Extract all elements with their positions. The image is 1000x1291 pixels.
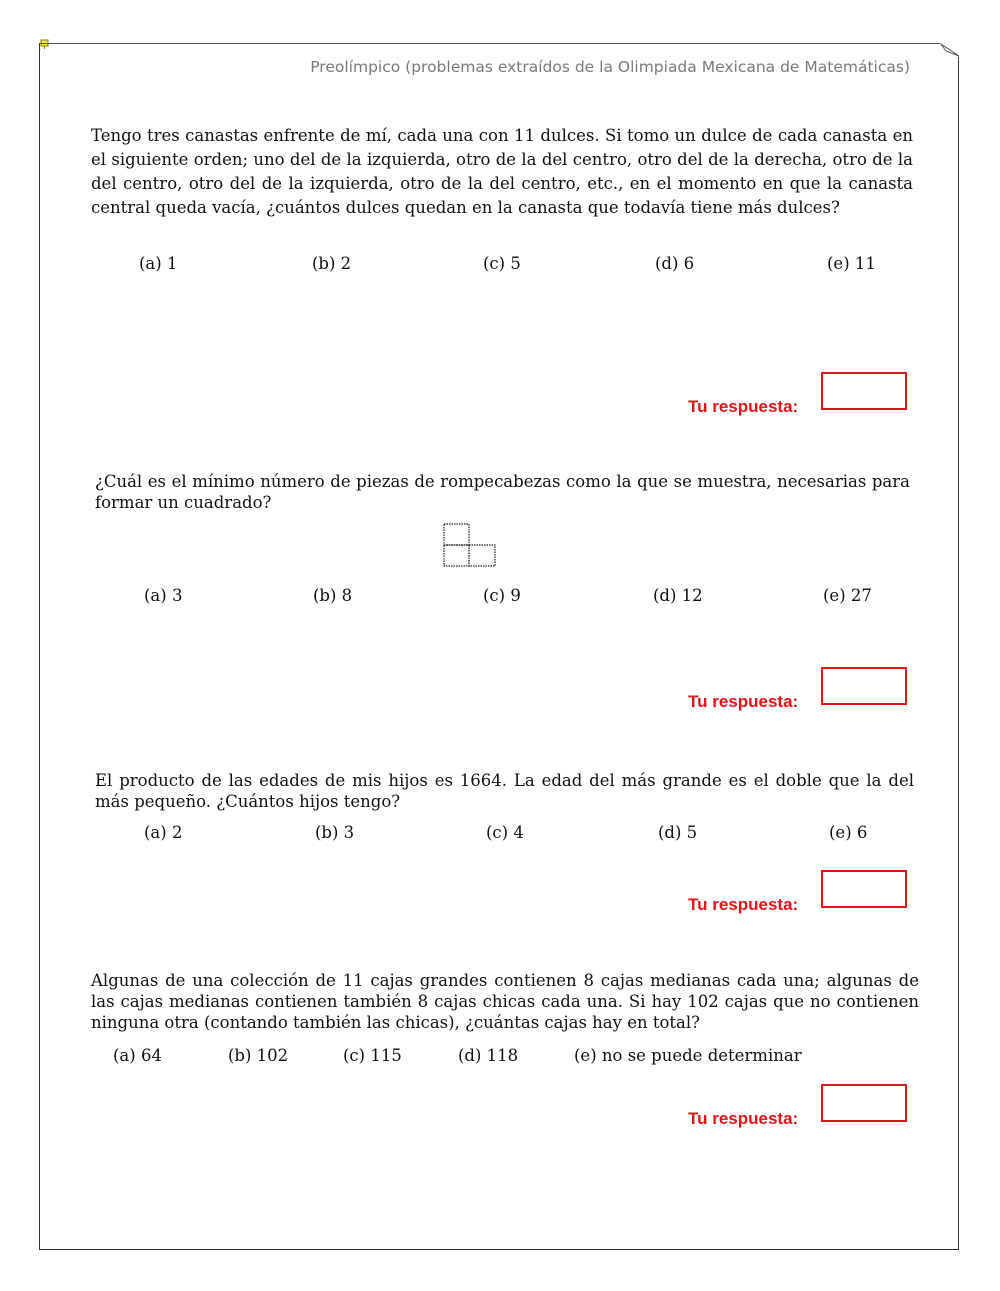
page-header: Preolímpico (problemas extraídos de la Olimpiada Mexicana de Matemáticas): [310, 58, 910, 76]
question-4-option-a[interactable]: (a) 64: [113, 1046, 162, 1065]
question-4-options: [0, 1046, 1000, 1068]
question-2-option-e[interactable]: (e) 27: [823, 586, 872, 605]
question-3-answer-label: Tu respuesta:: [688, 895, 799, 914]
question-3-text: El producto de las edades de mis hijos es 1664. La edad del más grande es el doble que la del más pequeño. ¿Cuántos hijos tengo?: [95, 771, 914, 811]
page-fold-corner: [941, 43, 959, 57]
question-3-option-b[interactable]: (b) 3: [315, 823, 355, 842]
question-1-option-a[interactable]: (a) 1: [139, 254, 178, 273]
question-3-option-a[interactable]: (a) 2: [144, 823, 183, 842]
question-4-option-d[interactable]: (d) 118: [458, 1046, 519, 1065]
question-3-option-e[interactable]: (e) 6: [829, 823, 868, 842]
question-3-options: [0, 823, 1000, 845]
question-1-option-d[interactable]: (d) 6: [655, 254, 695, 273]
question-2-answer-box[interactable]: [821, 667, 907, 705]
question-3-option-c[interactable]: (c) 4: [486, 823, 524, 842]
question-3-answer-box[interactable]: [821, 870, 907, 908]
question-4-answer-box[interactable]: [821, 1084, 907, 1122]
question-2-option-b[interactable]: (b) 8: [313, 586, 353, 605]
question-2-answer-label: Tu respuesta:: [688, 692, 799, 711]
question-4-answer-label: Tu respuesta:: [688, 1109, 799, 1128]
question-2-text: ¿Cuál es el mínimo número de piezas de rompecabezas como la que se muestra, necesarias para formar un cuadrado?: [95, 472, 910, 512]
question-1-text: Tengo tres canastas enfrente de mí, cada una con 11 dulces. Si tomo un dulce de cada canasta en el siguiente orden; uno del de la izquierda, otro de la del centro, otro del de la derecha, otro de la del centro, otro del de la izquierda, otro de la del centro, etc., en el momento en que la canasta central queda vacía, ¿cuántos dulces quedan en la canasta que todavía tiene más dulces?: [91, 126, 913, 217]
question-3-option-d[interactable]: (d) 5: [658, 823, 698, 842]
worksheet-page: [39, 43, 959, 1250]
question-1-option-e[interactable]: (e) 11: [827, 254, 876, 273]
question-1-options: [0, 254, 1000, 276]
puzzle-piece-figure: [443, 523, 497, 568]
question-4-option-b[interactable]: (b) 102: [228, 1046, 289, 1065]
question-1-option-c[interactable]: (c) 5: [483, 254, 521, 273]
question-4-option-c[interactable]: (c) 115: [343, 1046, 402, 1065]
question-4-text: Algunas de una colección de 11 cajas grandes contienen 8 cajas medianas cada una; algunas de las cajas medianas contienen también 8 cajas chicas cada una. Si hay 102 cajas que no contienen ninguna otra (contando también las chicas), ¿cuántas cajas hay en total?: [91, 971, 919, 1032]
question-2-option-d[interactable]: (d) 12: [653, 586, 703, 605]
question-1-answer-box[interactable]: [821, 372, 907, 410]
question-2-options: [0, 586, 1000, 608]
question-2-option-a[interactable]: (a) 3: [144, 586, 183, 605]
question-1-answer-label: Tu respuesta:: [688, 397, 799, 416]
question-2-option-c[interactable]: (c) 9: [483, 586, 521, 605]
question-4-option-e[interactable]: (e) no se puede determinar: [574, 1046, 802, 1065]
question-1-option-b[interactable]: (b) 2: [312, 254, 352, 273]
